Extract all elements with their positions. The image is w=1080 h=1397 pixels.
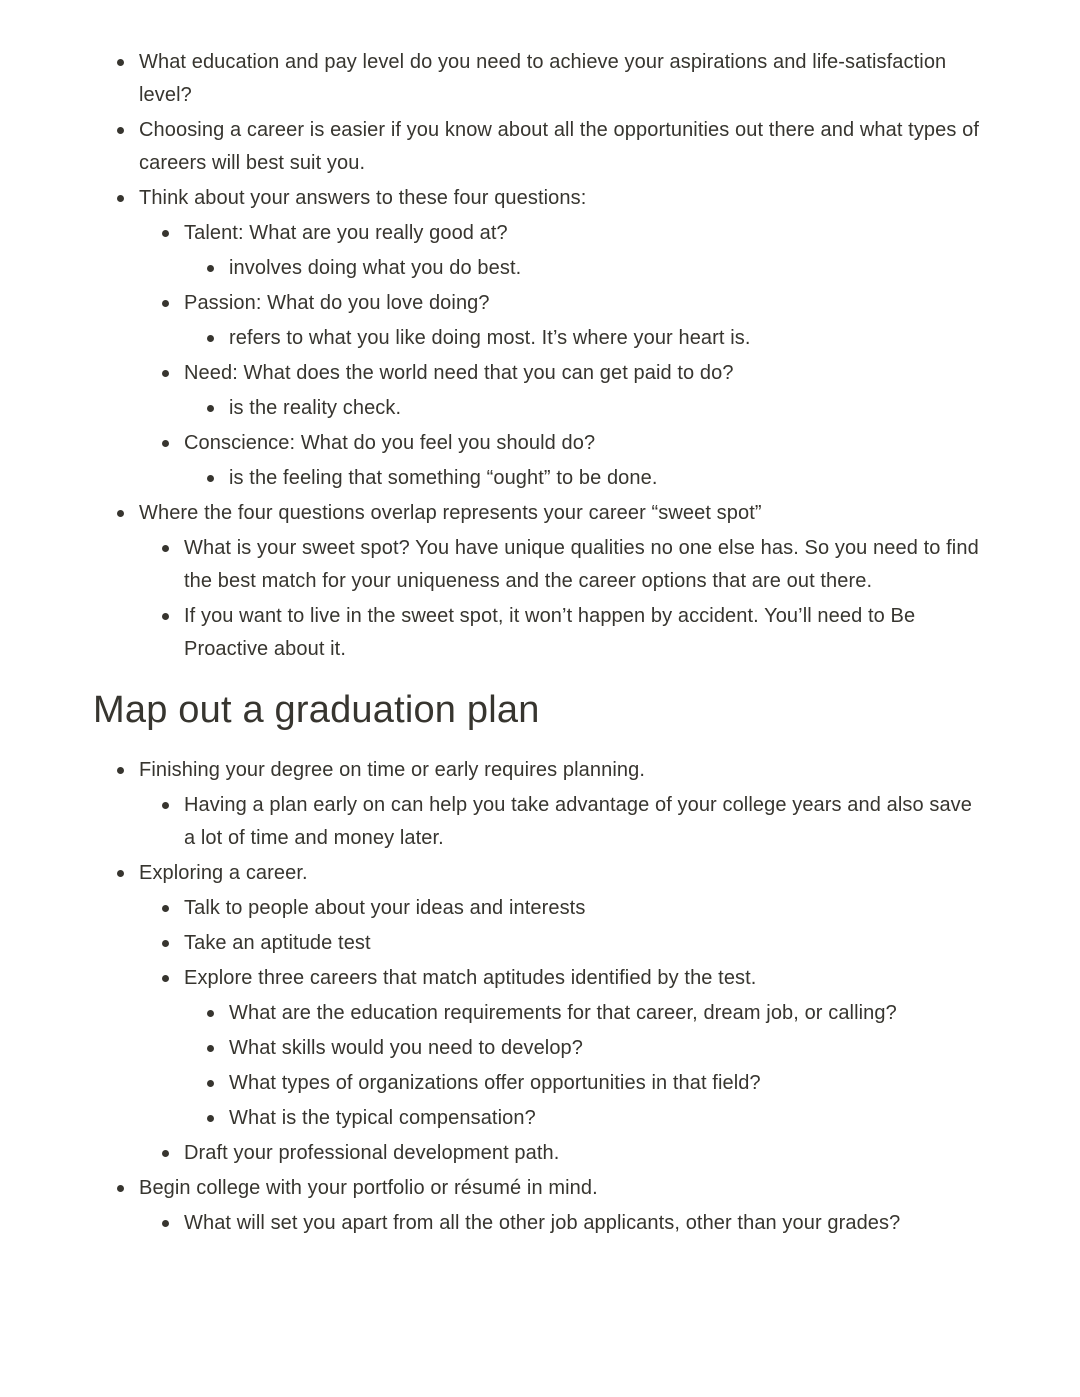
- list-item: [229, 1032, 985, 1065]
- bullet-list-level-2: [139, 1207, 985, 1240]
- list-item-text: What education and pay level do you need to achieve your aspirations and life-satisfaction level?: [139, 51, 947, 106]
- list-item-text: What will set you apart from all the other job applicants, other than your grades?: [184, 1212, 901, 1234]
- bullet-list-bottom: [93, 754, 985, 1240]
- bullet-icon: [162, 613, 169, 620]
- bullet-list-level-2: [139, 532, 985, 666]
- list-item-text: Conscience: What do you feel you should do?: [184, 432, 596, 454]
- bullet-icon: [162, 370, 169, 377]
- bullet-icon: [207, 1080, 214, 1087]
- list-item-text: What are the education requirements for that career, dream job, or calling?: [229, 1002, 897, 1024]
- bullet-list-level-2: [139, 789, 985, 855]
- list-item: [139, 497, 985, 666]
- list-item: [139, 857, 985, 1170]
- bullet-list-level-2: [139, 892, 985, 1170]
- bullet-icon: [162, 300, 169, 307]
- list-item: [229, 322, 985, 355]
- list-item: [184, 927, 985, 960]
- bullet-icon: [117, 59, 124, 66]
- list-item: [184, 357, 985, 425]
- list-item: [184, 532, 985, 598]
- list-item: [184, 427, 985, 495]
- list-item-text: Explore three careers that match aptitudes identified by the test.: [184, 967, 757, 989]
- bullet-icon: [162, 1220, 169, 1227]
- bullet-list-top: [93, 46, 985, 666]
- bullet-icon: [207, 335, 214, 342]
- list-item: [184, 1207, 985, 1240]
- list-item: [229, 997, 985, 1030]
- list-item: [229, 1102, 985, 1135]
- list-item-text: Passion: What do you love doing?: [184, 292, 490, 314]
- bullet-icon: [162, 905, 169, 912]
- list-item-text: What skills would you need to develop?: [229, 1037, 584, 1059]
- list-item: [139, 754, 985, 855]
- section-heading: Map out a graduation plan: [93, 689, 540, 731]
- bullet-list-level-3: [184, 392, 985, 425]
- bullet-icon: [207, 405, 214, 412]
- bullet-list-level-3: [184, 997, 985, 1135]
- list-item-text: What is your sweet spot? You have unique qualities no one else has. So you need to find the best match for your uniqueness and the career options that are out there.: [184, 537, 979, 592]
- list-item: [184, 1137, 985, 1170]
- list-item: [184, 789, 985, 855]
- bullet-icon: [162, 975, 169, 982]
- list-item-text: What is the typical compensation?: [229, 1107, 536, 1129]
- list-item: [229, 252, 985, 285]
- list-item-text: Where the four questions overlap represents your career “sweet spot”: [139, 502, 762, 524]
- list-item-text: Having a plan early on can help you take advantage of your college years and also save a lot of time and money later.: [184, 794, 972, 849]
- bullet-icon: [117, 870, 124, 877]
- bullet-icon: [207, 475, 214, 482]
- list-item-text: Finishing your degree on time or early requires planning.: [139, 759, 645, 781]
- list-item: [184, 217, 985, 285]
- list-item-text: refers to what you like doing most. It’s where your heart is.: [229, 327, 751, 349]
- list-item-text: Talk to people about your ideas and interests: [184, 897, 586, 919]
- list-item: [184, 287, 985, 355]
- bullet-icon: [117, 510, 124, 517]
- list-item: [184, 892, 985, 925]
- bullet-list-level-3: [184, 462, 985, 495]
- bullet-list-level-1: [93, 754, 985, 1240]
- list-item-text: Begin college with your portfolio or résumé in mind.: [139, 1177, 598, 1199]
- bullet-icon: [207, 1045, 214, 1052]
- list-item-text: is the reality check.: [229, 397, 402, 419]
- list-item-text: Draft your professional development path.: [184, 1142, 560, 1164]
- list-item-text: involves doing what you do best.: [229, 257, 522, 279]
- list-item: [229, 1067, 985, 1100]
- bullet-icon: [207, 1115, 214, 1122]
- bullet-icon: [117, 195, 124, 202]
- list-item: [229, 462, 985, 495]
- bullet-list-level-1: [93, 46, 985, 666]
- list-item: [139, 114, 985, 180]
- list-item-text: Choosing a career is easier if you know about all the opportunities out there and what types of careers will best suit you.: [139, 119, 979, 174]
- list-item-text: What types of organizations offer opportunities in that field?: [229, 1072, 761, 1094]
- bullet-icon: [162, 1150, 169, 1157]
- list-item-text: Talent: What are you really good at?: [184, 222, 508, 244]
- list-item: [184, 600, 985, 666]
- bullet-icon: [117, 1185, 124, 1192]
- list-item-text: Exploring a career.: [139, 862, 308, 884]
- bullet-icon: [162, 440, 169, 447]
- bullet-icon: [207, 265, 214, 272]
- bullet-icon: [162, 230, 169, 237]
- list-item-text: Think about your answers to these four questions:: [139, 187, 587, 209]
- list-item: [184, 962, 985, 1135]
- bullet-list-level-3: [184, 322, 985, 355]
- list-item-text: If you want to live in the sweet spot, it won’t happen by accident. You’ll need to Be Proactive about it.: [184, 605, 916, 660]
- bullet-icon: [162, 940, 169, 947]
- list-item: [139, 182, 985, 495]
- bullet-list-level-3: [184, 252, 985, 285]
- list-item-text: is the feeling that something “ought” to be done.: [229, 467, 658, 489]
- list-item: [139, 46, 985, 112]
- bullet-list-level-2: [139, 217, 985, 495]
- bullet-icon: [117, 127, 124, 134]
- bullet-icon: [117, 767, 124, 774]
- bullet-icon: [207, 1010, 214, 1017]
- list-item-text: Take an aptitude test: [184, 932, 371, 954]
- list-item-text: Need: What does the world need that you can get paid to do?: [184, 362, 734, 384]
- bullet-icon: [162, 802, 169, 809]
- list-item: [139, 1172, 985, 1240]
- bullet-icon: [162, 545, 169, 552]
- list-item: [229, 392, 985, 425]
